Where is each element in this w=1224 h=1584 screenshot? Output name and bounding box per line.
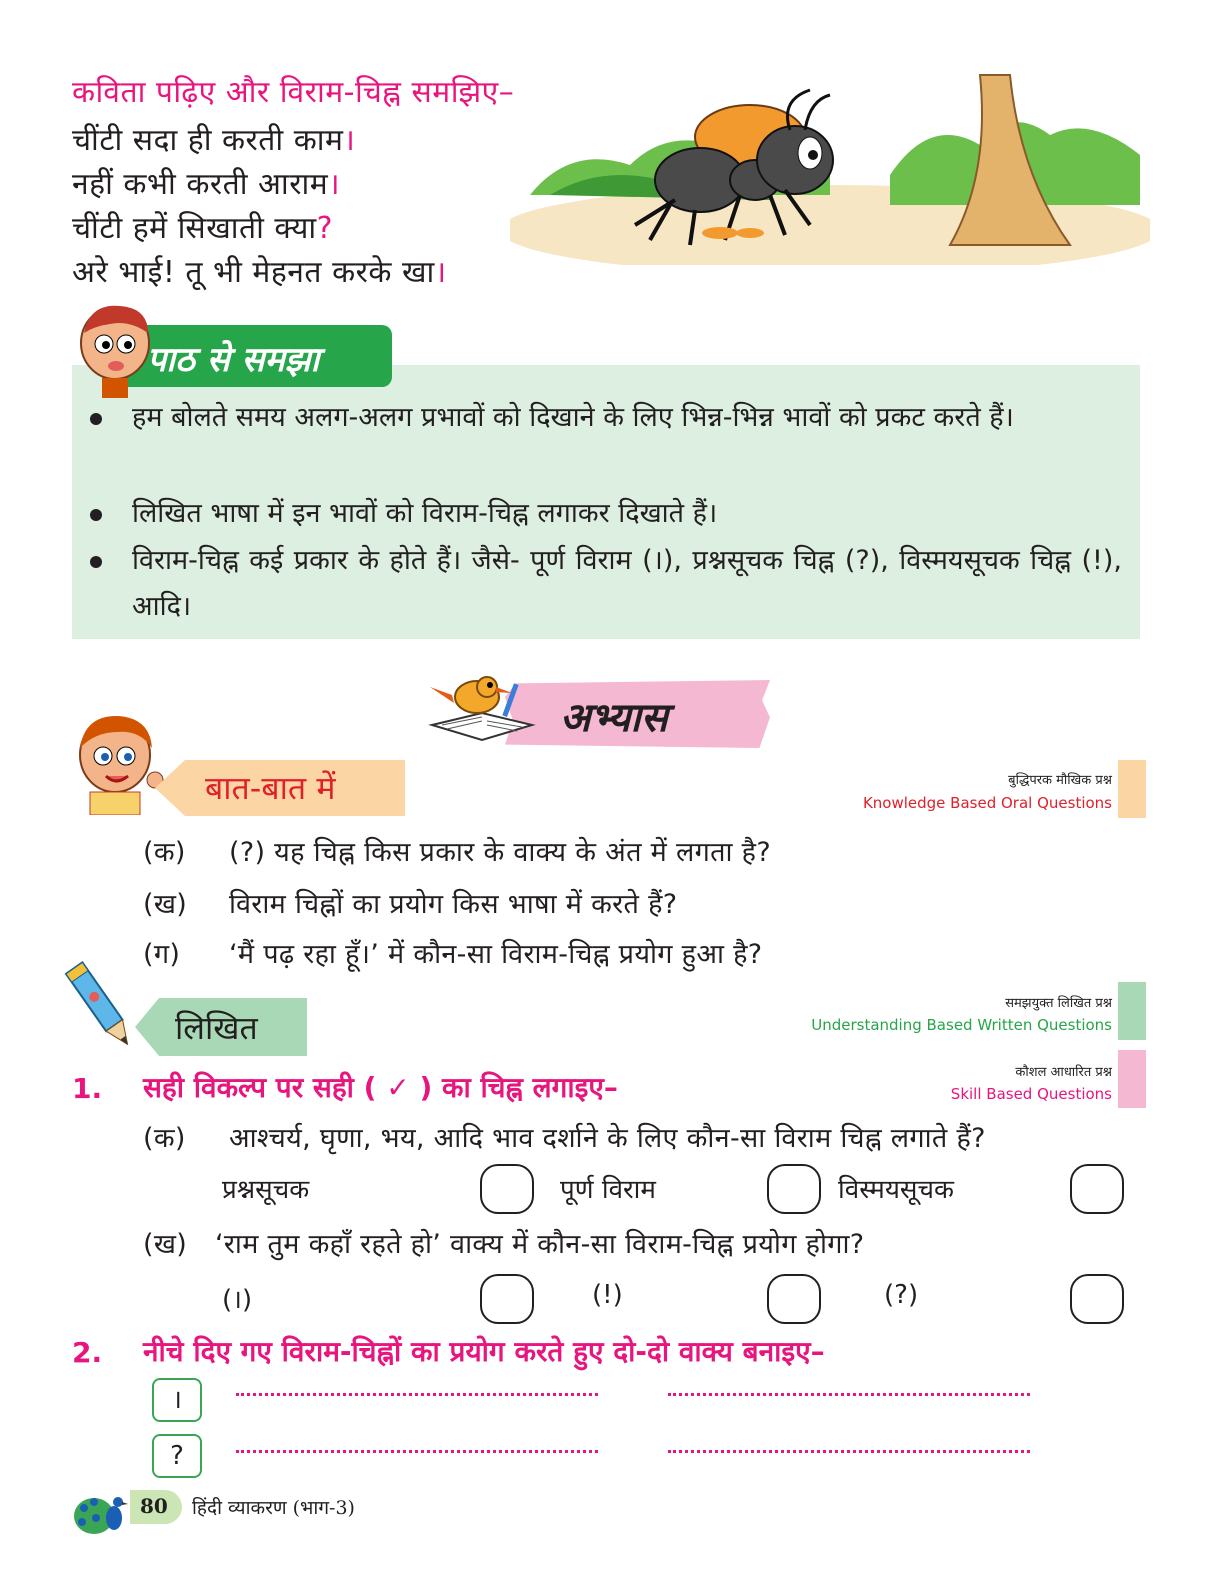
poem-line: नहीं कभी करती आराम। <box>72 167 341 202</box>
exercise-title: अभ्यास <box>560 695 668 741</box>
oral-label-hindi: बुद्धिपरक मौखिक प्रश्न <box>1008 773 1112 788</box>
answer-line[interactable] <box>236 1393 598 1396</box>
option-label: पूर्ण विराम <box>560 1175 656 1205</box>
mcq-question: (ख) ‘राम तुम कहाँ रहते हो’ वाक्य में कौन-सा विराम-चिह्न प्रयोग होगा? <box>143 1229 865 1260</box>
written-questions-title: लिखित <box>175 1009 258 1047</box>
question-number: 1. <box>72 1072 103 1105</box>
option-label: प्रश्नसूचक <box>222 1175 310 1205</box>
answer-checkbox[interactable] <box>767 1274 821 1324</box>
answer-checkbox[interactable] <box>480 1164 534 1214</box>
punctuation-mark-box: ? <box>152 1434 202 1478</box>
answer-line[interactable] <box>668 1393 1030 1396</box>
oral-question: (क) (?) यह चिह्न किस प्रकार के वाक्य के अंत में लगता है? <box>143 837 771 868</box>
oral-question: (ग) ‘मैं पढ़ रहा हूँ।’ में कौन-सा विराम-चिह्न प्रयोग हुआ है? <box>143 939 763 970</box>
option-label: (।) <box>222 1285 253 1315</box>
bullet-icon <box>90 509 102 521</box>
bird-writing-icon <box>422 665 542 745</box>
option-label: विस्मयसूचक <box>838 1175 954 1205</box>
answer-checkbox[interactable] <box>480 1274 534 1324</box>
bullet-icon <box>90 413 102 425</box>
boy-peeking-illustration <box>70 298 160 398</box>
punctuation-mark-box: । <box>152 1378 202 1422</box>
skill-label-hindi: कौशल आधारित प्रश्न <box>1015 1065 1112 1080</box>
bullet-icon <box>90 556 102 568</box>
question-number: 2. <box>72 1336 103 1369</box>
poem-line: चींटी सदा ही करती काम। <box>72 123 356 158</box>
peacock-icon <box>72 1478 134 1538</box>
boy-waving-illustration <box>70 710 165 815</box>
page-number: 80 <box>140 1494 168 1518</box>
book-title: हिंदी व्याकरण (भाग-3) <box>192 1497 355 1519</box>
oral-questions-title: बात-बात में <box>205 769 336 807</box>
oral-label-english: Knowledge Based Oral Questions <box>862 794 1112 812</box>
written-label-hindi: समझयुक्त लिखित प्रश्न <box>1005 996 1112 1011</box>
answer-line[interactable] <box>668 1450 1030 1453</box>
answer-checkbox[interactable] <box>1070 1274 1124 1324</box>
poem-line: चींटी हमें सिखाती क्या? <box>72 211 334 246</box>
option-label: (?) <box>884 1280 919 1310</box>
mcq-question: (क) आश्चर्य, घृणा, भय, आदि भाव दर्शाने के लिए कौन-सा विराम चिह्न लगाते हैं? <box>143 1123 986 1154</box>
question-heading: सही विकल्प पर सही ( ✓ ) का चिह्न लगाइए– <box>143 1071 618 1104</box>
poem-heading: कविता पढ़िए और विराम-चिह्न समझिए– <box>72 75 515 110</box>
summary-tab <box>125 325 392 387</box>
question-heading: नीचे दिए गए विराम-चिह्नों का प्रयोग करते हुए दो-दो वाक्य बनाइए– <box>143 1335 825 1368</box>
oral-label-strip <box>1118 760 1146 818</box>
summary-title: पाठ से समझा <box>147 340 320 380</box>
written-label-strip <box>1118 982 1146 1040</box>
oral-question: (ख) विराम चिह्नों का प्रयोग किस भाषा में करते हैं? <box>143 889 678 920</box>
skill-label-english: Skill Based Questions <box>950 1085 1112 1103</box>
answer-line[interactable] <box>236 1450 598 1453</box>
written-label-english: Understanding Based Written Questions <box>811 1016 1112 1034</box>
pencil-illustration <box>60 955 140 1055</box>
option-label: (!) <box>592 1280 623 1310</box>
skill-label-strip <box>1118 1050 1146 1108</box>
ant-illustration <box>510 55 1150 265</box>
poem-line: अरे भाई! तू भी मेहनत करके खा। <box>72 255 447 290</box>
answer-checkbox[interactable] <box>1070 1164 1124 1214</box>
answer-checkbox[interactable] <box>767 1164 821 1214</box>
